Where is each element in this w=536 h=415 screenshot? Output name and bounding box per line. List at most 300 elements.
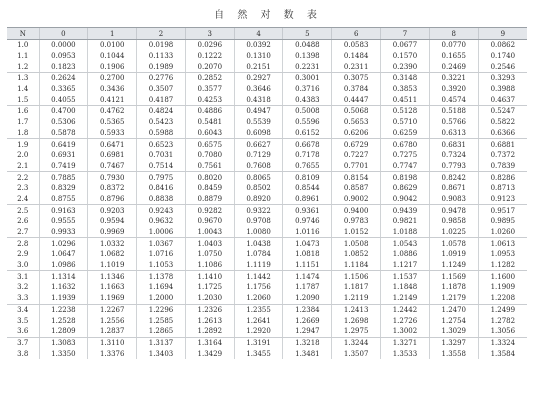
table-cell: 1.1019 <box>88 260 137 271</box>
table-cell: 0.7275 <box>381 150 430 161</box>
table-cell: 0.7885 <box>39 172 88 183</box>
table-cell: 0.6152 <box>283 128 332 139</box>
table-cell: 1.2060 <box>234 293 283 304</box>
table-row <box>7 304 527 315</box>
table-row <box>7 94 527 105</box>
row-label: 1.9 <box>17 140 29 149</box>
table-row <box>7 271 527 282</box>
table-cell: 1.1378 <box>137 271 186 282</box>
table-cell: 1.2149 <box>381 293 430 304</box>
table-cell: 0.5481 <box>185 117 234 128</box>
row-label: 3.2 <box>17 283 29 292</box>
table-cell: 0.3436 <box>88 84 137 95</box>
table-cell: 0.9746 <box>283 216 332 227</box>
table-cell: 1.1756 <box>234 282 283 293</box>
table-cell: 0.9042 <box>381 194 430 205</box>
table-cell: 1.1969 <box>88 293 137 304</box>
table-cell: 0.5188 <box>429 106 478 117</box>
table-cell: 0.8879 <box>185 194 234 205</box>
table-row <box>7 40 527 51</box>
table-row <box>7 139 527 150</box>
table-cell: 1.3533 <box>381 348 430 359</box>
table-cell: 0.3075 <box>332 73 381 84</box>
table-cell: 0.0392 <box>234 40 283 51</box>
table-cell: 0.6575 <box>185 139 234 150</box>
table-cell: 1.1600 <box>478 271 527 282</box>
table-cell: 0.7372 <box>478 150 527 161</box>
table-cell: 0.9895 <box>478 216 527 227</box>
table-cell: 0.6043 <box>185 128 234 139</box>
table-cell: 1.0613 <box>478 238 527 249</box>
table-cell: 1.2975 <box>332 326 381 337</box>
table-cell: 0.8154 <box>332 172 381 183</box>
table-cell: 1.0886 <box>381 249 430 260</box>
table-cell: 0.1398 <box>283 51 332 62</box>
table-cell: 0.2151 <box>234 61 283 72</box>
table-cell: 1.1569 <box>429 271 478 282</box>
table-cell: 0.9708 <box>234 216 283 227</box>
table-row <box>7 106 527 117</box>
table-cell: 0.7561 <box>185 161 234 172</box>
table-cell: 0.9243 <box>137 205 186 216</box>
row-label: 2.2 <box>17 173 29 182</box>
table-cell: 1.1086 <box>185 260 234 271</box>
table-cell: 0.8838 <box>137 194 186 205</box>
row-label: 1.1 <box>17 52 29 61</box>
table-cell: 0.7608 <box>234 161 283 172</box>
table-cell: 0.7793 <box>429 161 478 172</box>
table-cell: 0.7975 <box>137 172 186 183</box>
table-cell: 1.1474 <box>283 271 332 282</box>
row-label: 1.2 <box>7 61 39 72</box>
table-row <box>7 51 527 62</box>
table-cell: 1.2669 <box>283 315 332 326</box>
table-cell: 0.7467 <box>88 161 137 172</box>
table-cell: 0.2070 <box>185 61 234 72</box>
row-label: 2.9 <box>17 250 29 259</box>
table-cell: 0.5365 <box>88 117 137 128</box>
header-n: N <box>7 28 39 40</box>
table-cell: 0.8416 <box>137 183 186 194</box>
table-cell: 1.0116 <box>283 227 332 238</box>
table-cell: 0.7227 <box>332 150 381 161</box>
table-cell: 1.0919 <box>429 249 478 260</box>
table-row <box>7 260 527 271</box>
table-cell: 1.3403 <box>137 348 186 359</box>
table-cell: 1.0543 <box>381 238 430 249</box>
header-digit-8: 8 <box>429 28 478 40</box>
table-cell: 1.1848 <box>381 282 430 293</box>
table-cell: 1.3297 <box>429 337 478 348</box>
table-cell: 1.0473 <box>283 238 332 249</box>
table-cell: 1.2809 <box>39 326 88 337</box>
table-cell: 1.1053 <box>137 260 186 271</box>
table-cell: 0.9282 <box>185 205 234 216</box>
row-label: 3.3 <box>7 293 39 304</box>
table-row <box>7 249 527 260</box>
row-label: 2.1 <box>7 161 39 172</box>
table-cell: 0.8372 <box>88 183 137 194</box>
table-cell: 0.3646 <box>234 84 283 95</box>
table-row <box>7 150 527 161</box>
row-label: 3.5 <box>17 316 29 325</box>
table-cell: 0.4121 <box>88 94 137 105</box>
header-digit-2: 2 <box>137 28 186 40</box>
table-cell: 0.9439 <box>381 205 430 216</box>
header-digit-6: 6 <box>332 28 381 40</box>
table-cell: 1.0043 <box>185 227 234 238</box>
header-digit-7: 7 <box>381 28 430 40</box>
table-cell: 0.4253 <box>185 94 234 105</box>
table-cell: 0.3221 <box>429 73 478 84</box>
table-row <box>7 128 527 139</box>
table-cell: 1.0578 <box>429 238 478 249</box>
table-cell: 0.7701 <box>332 161 381 172</box>
table-cell: 0.1906 <box>88 61 137 72</box>
table-cell: 0.3920 <box>429 84 478 95</box>
table-row <box>7 348 527 359</box>
table-cell: 1.3244 <box>332 337 381 348</box>
table-cell: 0.0100 <box>88 40 137 51</box>
table-cell: 1.2413 <box>332 304 381 315</box>
row-label: 2.4 <box>7 194 39 205</box>
table-cell: 0.0677 <box>381 40 430 51</box>
table-row <box>7 183 527 194</box>
table-row <box>7 326 527 337</box>
row-label: 3.1 <box>17 272 29 281</box>
table-cell: 1.1632 <box>39 282 88 293</box>
row-label: 3.8 <box>17 349 29 358</box>
table-cell: 0.4824 <box>137 106 186 117</box>
table-cell: 0.8459 <box>185 183 234 194</box>
header-digit-4: 4 <box>234 28 283 40</box>
table-cell: 0.8961 <box>283 194 332 205</box>
table-cell: 0.9478 <box>429 205 478 216</box>
table-row <box>7 194 527 205</box>
table-cell: 0.9400 <box>332 205 381 216</box>
table-cell: 0.3001 <box>283 73 332 84</box>
table-cell: 1.2726 <box>381 315 430 326</box>
table-cell: 1.1725 <box>185 282 234 293</box>
table-cell: 0.5822 <box>478 117 527 128</box>
table-cell: 0.4700 <box>39 106 88 117</box>
table-cell: 1.2000 <box>137 293 186 304</box>
table-cell: 0.6729 <box>332 139 381 150</box>
table-cell: 1.0225 <box>429 227 478 238</box>
table-cell: 1.1878 <box>429 282 478 293</box>
table-cell: 1.1217 <box>381 260 430 271</box>
header-row <box>7 28 527 40</box>
table-cell: 0.1222 <box>185 51 234 62</box>
table-cell: 0.2624 <box>39 73 88 84</box>
natural-log-table <box>7 27 527 359</box>
table-cell: 1.3191 <box>234 337 283 348</box>
table-cell: 0.3293 <box>478 73 527 84</box>
table-cell: 1.1909 <box>478 282 527 293</box>
table-cell: 0.7930 <box>88 172 137 183</box>
table-cell: 1.2442 <box>381 304 430 315</box>
table-cell: 0.3716 <box>283 84 332 95</box>
table-cell: 0.5008 <box>283 106 332 117</box>
table-cell: 0.6981 <box>88 150 137 161</box>
table-cell: 1.3324 <box>478 337 527 348</box>
table-cell: 0.4187 <box>137 94 186 105</box>
table-cell: 0.9632 <box>137 216 186 227</box>
table-cell: 0.1823 <box>39 61 88 72</box>
row-label: 1.8 <box>7 128 39 139</box>
table-cell: 0.4574 <box>429 94 478 105</box>
table-cell: 1.1787 <box>283 282 332 293</box>
table-cell: 1.0716 <box>137 249 186 260</box>
table-cell: 0.6627 <box>234 139 283 150</box>
table-cell: 0.9361 <box>283 205 332 216</box>
table-cell: 0.9670 <box>185 216 234 227</box>
header-digit-1: 1 <box>88 28 137 40</box>
table-cell: 0.2231 <box>283 61 332 72</box>
table-cell: 1.3218 <box>283 337 332 348</box>
table-cell: 0.5539 <box>234 117 283 128</box>
table-cell: 0.1484 <box>332 51 381 62</box>
table-cell: 1.0260 <box>478 227 527 238</box>
table-cell: 0.0000 <box>39 40 88 51</box>
table-cell: 0.4447 <box>332 94 381 105</box>
table-cell: 0.9203 <box>88 205 137 216</box>
table-cell: 0.6313 <box>429 128 478 139</box>
table-cell: 1.0682 <box>88 249 137 260</box>
table-cell: 0.1310 <box>234 51 283 62</box>
table-cell: 0.0770 <box>429 40 478 51</box>
table-row <box>7 337 527 348</box>
table-row <box>7 73 527 84</box>
table-cell: 0.9002 <box>332 194 381 205</box>
table-cell: 0.6098 <box>234 128 283 139</box>
table-cell: 1.2947 <box>283 326 332 337</box>
table-cell: 0.8671 <box>429 183 478 194</box>
table-cell: 0.6419 <box>39 139 88 150</box>
table-cell: 0.2390 <box>381 61 430 72</box>
table-cell: 1.2296 <box>137 304 186 315</box>
table-cell: 0.7419 <box>39 161 88 172</box>
table-cell: 1.3029 <box>429 326 478 337</box>
table-cell: 1.2119 <box>332 293 381 304</box>
table-cell: 0.2852 <box>185 73 234 84</box>
row-label: 1.4 <box>17 85 29 94</box>
table-cell: 1.3164 <box>185 337 234 348</box>
table-cell: 0.8587 <box>332 183 381 194</box>
header-digit-9: 9 <box>478 28 527 40</box>
table-cell: 0.0583 <box>332 40 381 51</box>
table-cell: 0.6259 <box>381 128 430 139</box>
row-label: 2.7 <box>7 227 39 238</box>
table-cell: 1.3271 <box>381 337 430 348</box>
table-cell: 0.1989 <box>137 61 186 72</box>
table-cell: 0.1655 <box>429 51 478 62</box>
table-cell: 1.1184 <box>332 260 381 271</box>
table-cell: 0.2311 <box>332 61 381 72</box>
row-label: 1.3 <box>17 74 29 83</box>
table-cell: 0.6206 <box>332 128 381 139</box>
table-cell: 0.5068 <box>332 106 381 117</box>
table-cell: 1.2208 <box>478 293 527 304</box>
table-cell: 1.3558 <box>429 348 478 359</box>
table-cell: 0.5423 <box>137 117 186 128</box>
table-cell: 0.4383 <box>283 94 332 105</box>
table-row <box>7 117 527 128</box>
table-cell: 1.0438 <box>234 238 283 249</box>
table-cell: 0.8198 <box>381 172 430 183</box>
table-cell: 1.3376 <box>88 348 137 359</box>
table-cell: 0.3365 <box>39 84 88 95</box>
table-row <box>7 238 527 249</box>
table-row <box>7 161 527 172</box>
table-row <box>7 172 527 183</box>
table-cell: 1.3137 <box>137 337 186 348</box>
table-cell: 0.6780 <box>381 139 430 150</box>
table-cell: 0.7655 <box>283 161 332 172</box>
table-cell: 1.3056 <box>478 326 527 337</box>
table-cell: 1.3507 <box>332 348 381 359</box>
table-cell: 1.0986 <box>39 260 88 271</box>
table-cell: 1.3584 <box>478 348 527 359</box>
table-cell: 0.9322 <box>234 205 283 216</box>
table-cell: 0.7129 <box>234 150 283 161</box>
table-cell: 0.9858 <box>429 216 478 227</box>
table-cell: 0.1570 <box>381 51 430 62</box>
header-digit-3: 3 <box>185 28 234 40</box>
table-cell: 0.9163 <box>39 205 88 216</box>
table-row <box>7 315 527 326</box>
table-cell: 0.8109 <box>283 172 332 183</box>
table-cell: 1.1939 <box>39 293 88 304</box>
table-cell: 0.8755 <box>39 194 88 205</box>
table-cell: 1.2698 <box>332 315 381 326</box>
table-cell: 1.3350 <box>39 348 88 359</box>
table-cell: 0.4055 <box>39 94 88 105</box>
table-cell: 0.8020 <box>185 172 234 183</box>
table-cell: 0.5766 <box>429 117 478 128</box>
table-cell: 0.9969 <box>88 227 137 238</box>
table-cell: 0.7178 <box>283 150 332 161</box>
table-cell: 0.0862 <box>478 40 527 51</box>
table-cell: 1.1694 <box>137 282 186 293</box>
table-cell: 0.6831 <box>429 139 478 150</box>
table-cell: 1.1282 <box>478 260 527 271</box>
table-cell: 0.2927 <box>234 73 283 84</box>
table-cell: 1.3083 <box>39 337 88 348</box>
table-cell: 0.5933 <box>88 128 137 139</box>
table-cell: 1.0508 <box>332 238 381 249</box>
table-cell: 0.8796 <box>88 194 137 205</box>
table-row <box>7 293 527 304</box>
table-cell: 1.3110 <box>88 337 137 348</box>
table-cell: 1.2470 <box>429 304 478 315</box>
table-cell: 1.1314 <box>39 271 88 282</box>
table-cell: 0.8502 <box>234 183 283 194</box>
row-label: 2.8 <box>17 239 29 248</box>
table-cell: 0.1740 <box>478 51 527 62</box>
table-cell: 0.4762 <box>88 106 137 117</box>
row-label: 2.0 <box>17 151 29 160</box>
table-cell: 1.2920 <box>234 326 283 337</box>
table-cell: 0.7514 <box>137 161 186 172</box>
row-label: 2.6 <box>17 217 29 226</box>
table-cell: 0.3784 <box>332 84 381 95</box>
table-cell: 1.1249 <box>429 260 478 271</box>
table-title: 自 然 对 数 表 <box>214 10 322 21</box>
table-cell: 1.0953 <box>478 249 527 260</box>
table-row <box>7 61 527 72</box>
table-cell: 1.1506 <box>332 271 381 282</box>
table-cell: 1.1119 <box>234 260 283 271</box>
table-cell: 1.0818 <box>283 249 332 260</box>
table-cell: 1.2238 <box>39 304 88 315</box>
table-cell: 0.3148 <box>381 73 430 84</box>
row-label: 1.7 <box>17 118 29 127</box>
table-cell: 0.4318 <box>234 94 283 105</box>
header-digit-0: 0 <box>39 28 88 40</box>
table-cell: 1.0403 <box>185 238 234 249</box>
table-cell: 1.0152 <box>332 227 381 238</box>
table-cell: 0.7839 <box>478 161 527 172</box>
table-cell: 1.0080 <box>234 227 283 238</box>
table-cell: 0.0198 <box>137 40 186 51</box>
table-cell: 0.0488 <box>283 40 332 51</box>
table-cell: 0.5247 <box>478 106 527 117</box>
table-cell: 0.9517 <box>478 205 527 216</box>
row-label: 1.6 <box>17 107 29 116</box>
table-cell: 0.4637 <box>478 94 527 105</box>
table-cell: 0.6678 <box>283 139 332 150</box>
table-cell: 0.8329 <box>39 183 88 194</box>
table-cell: 0.0953 <box>39 51 88 62</box>
table-cell: 1.0367 <box>137 238 186 249</box>
table-cell: 0.8065 <box>234 172 283 183</box>
table-cell: 1.0750 <box>185 249 234 260</box>
table-cell: 0.8544 <box>283 183 332 194</box>
table-cell: 0.2700 <box>88 73 137 84</box>
table-cell: 0.9555 <box>39 216 88 227</box>
table-cell: 1.2837 <box>88 326 137 337</box>
table-cell: 1.2754 <box>429 315 478 326</box>
table-cell: 1.2892 <box>185 326 234 337</box>
table-cell: 1.3002 <box>381 326 430 337</box>
table-row <box>7 205 527 216</box>
table-cell: 0.3577 <box>185 84 234 95</box>
table-cell: 1.3455 <box>234 348 283 359</box>
table-cell: 1.1410 <box>185 271 234 282</box>
table-cell: 1.2585 <box>137 315 186 326</box>
table-cell: 0.7324 <box>429 150 478 161</box>
table-cell: 0.9123 <box>478 194 527 205</box>
table-cell: 0.6471 <box>88 139 137 150</box>
table-cell: 1.2355 <box>234 304 283 315</box>
table-cell: 0.9933 <box>39 227 88 238</box>
table-cell: 0.3507 <box>137 84 186 95</box>
table-row <box>7 227 527 238</box>
row-label: 3.4 <box>17 305 29 314</box>
row-label: 3.6 <box>7 326 39 337</box>
table-cell: 0.9083 <box>429 194 478 205</box>
table-row <box>7 84 527 95</box>
table-row <box>7 282 527 293</box>
table-cell: 0.8629 <box>381 183 430 194</box>
table-cell: 1.0647 <box>39 249 88 260</box>
row-label: 2.3 <box>17 184 29 193</box>
row-label: 2.5 <box>17 206 29 215</box>
table-cell: 1.1442 <box>234 271 283 282</box>
row-label: 1.5 <box>7 94 39 105</box>
table-cell: 0.8286 <box>478 172 527 183</box>
